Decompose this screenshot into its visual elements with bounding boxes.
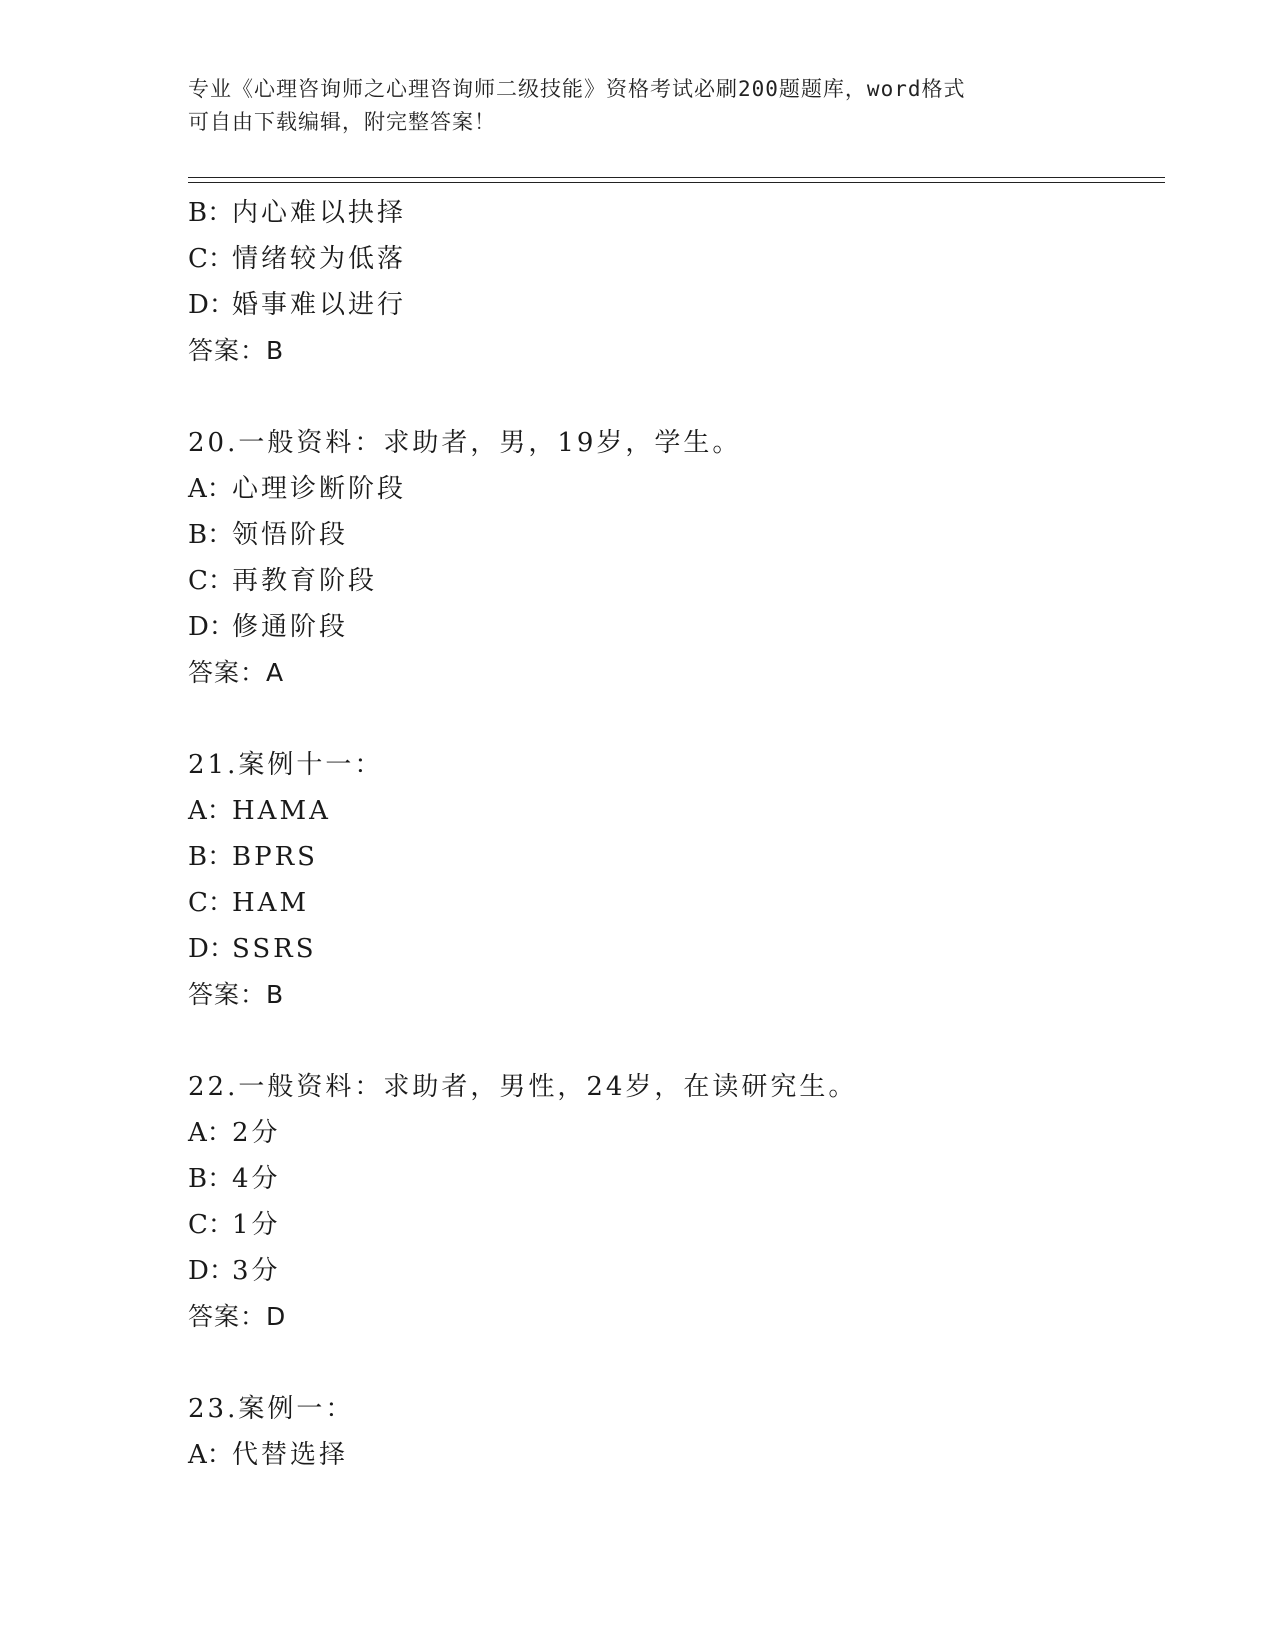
option-a: A：代替选择 bbox=[188, 1440, 349, 1470]
question-text: 20.一般资料：求助者，男，19岁，学生。 bbox=[188, 428, 742, 458]
option-b: B：领悟阶段 bbox=[188, 520, 349, 550]
answer-line: 答案：B bbox=[188, 336, 285, 365]
question-block-23 bbox=[188, 1386, 1168, 1478]
header-line-1: 专业《心理咨询师之心理咨询师二级技能》资格考试必刷200题题库，word格式 bbox=[188, 77, 966, 101]
option-c: C：1分 bbox=[188, 1210, 281, 1240]
question-text: 23.案例一： bbox=[188, 1394, 355, 1424]
question-block-20 bbox=[188, 420, 1168, 696]
header-line-2: 可自由下载编辑，附完整答案！ bbox=[188, 110, 496, 134]
question-block-21 bbox=[188, 742, 1168, 1018]
answer-line: 答案：A bbox=[188, 658, 285, 687]
option-a: A：2分 bbox=[188, 1118, 281, 1148]
option-d: D：婚事难以进行 bbox=[188, 290, 407, 320]
answer-line: 答案：B bbox=[188, 980, 285, 1009]
option-a: A：心理诊断阶段 bbox=[188, 474, 407, 504]
question-block-22 bbox=[188, 1064, 1168, 1340]
option-c: C：再教育阶段 bbox=[188, 566, 378, 596]
spacer bbox=[188, 374, 1168, 420]
spacer bbox=[188, 696, 1168, 742]
option-d: D：SSRS bbox=[188, 934, 317, 964]
spacer bbox=[188, 1340, 1168, 1386]
header-divider-top bbox=[188, 177, 1165, 178]
answer-line: 答案：D bbox=[188, 1302, 287, 1331]
question-block-19 bbox=[188, 190, 1168, 374]
option-d: D：3分 bbox=[188, 1256, 281, 1286]
option-c: C：HAM bbox=[188, 888, 310, 918]
question-list bbox=[188, 190, 1168, 1478]
spacer bbox=[188, 1018, 1168, 1064]
document-header bbox=[188, 73, 1068, 139]
option-d: D：修通阶段 bbox=[188, 612, 349, 642]
question-text: 22.一般资料：求助者，男性，24岁，在读研究生。 bbox=[188, 1072, 858, 1102]
option-a: A：HAMA bbox=[188, 796, 331, 826]
option-c: C：情绪较为低落 bbox=[188, 244, 407, 274]
option-b: B：内心难以抉择 bbox=[188, 198, 407, 228]
header-divider-bottom bbox=[188, 182, 1165, 183]
question-text: 21.案例十一： bbox=[188, 750, 384, 780]
option-b: B：BPRS bbox=[188, 842, 318, 872]
option-b: B：4分 bbox=[188, 1164, 281, 1194]
